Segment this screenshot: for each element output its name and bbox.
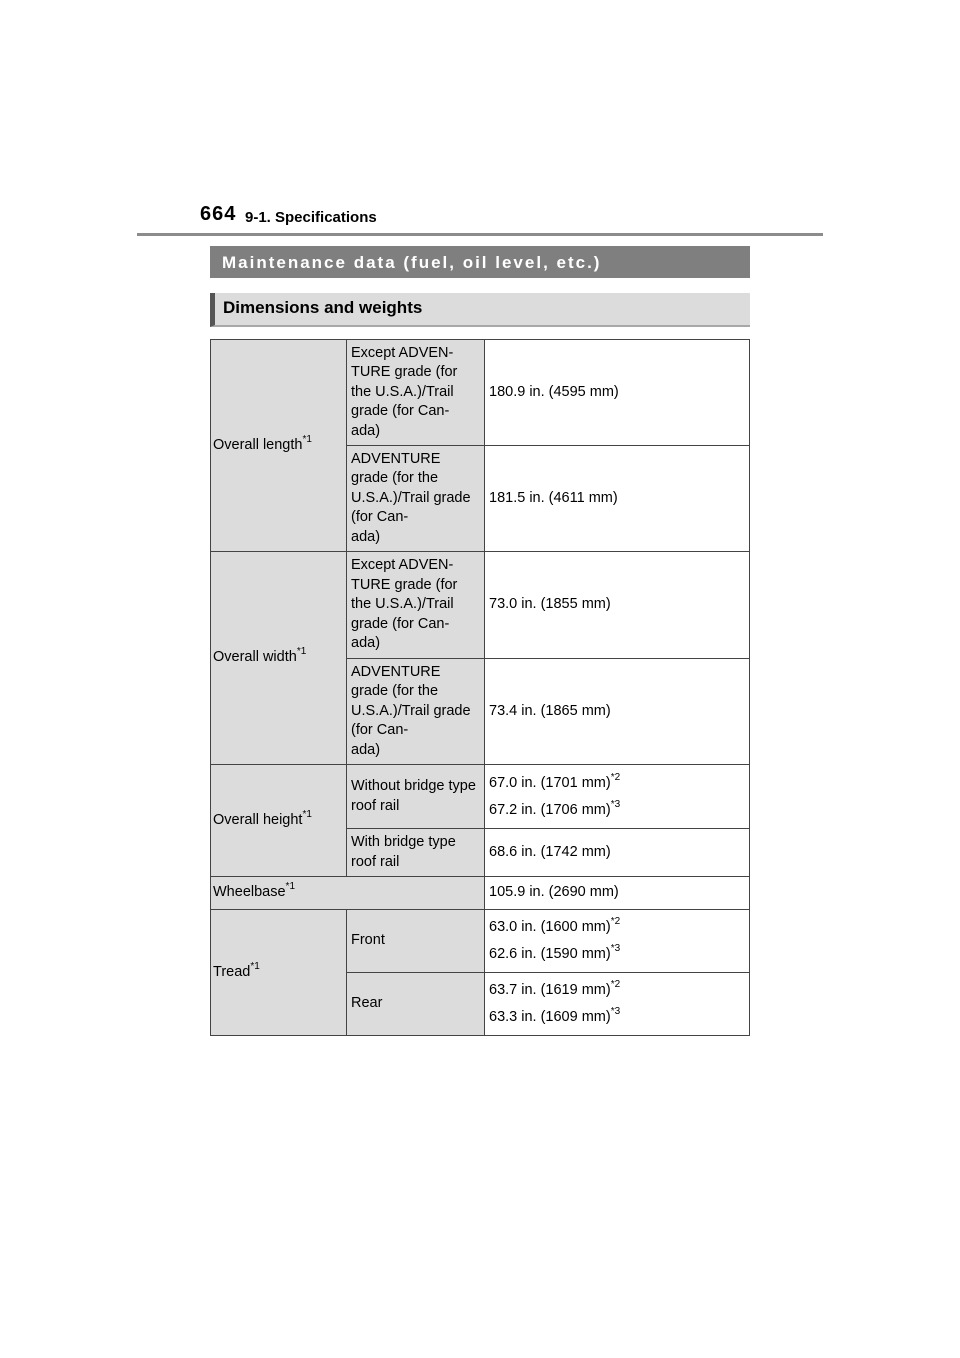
subheading: Dimensions and weights bbox=[210, 293, 750, 327]
table-row bbox=[211, 877, 750, 910]
value-cell: 73.4 in. (1865 mm) bbox=[485, 659, 750, 765]
condition-cell: Without bridge type roof rail bbox=[347, 765, 485, 829]
value-cell: 105.9 in. (2690 mm) bbox=[485, 877, 750, 910]
condition-cell: ADVENTURE grade (for the U.S.A.)/Trail grade (for Can- ada) bbox=[347, 446, 485, 552]
table-row bbox=[211, 340, 750, 446]
condition-cell: Rear bbox=[347, 973, 485, 1036]
value-cell: 68.6 in. (1742 mm) bbox=[485, 829, 750, 877]
condition-cell: With bridge type roof rail bbox=[347, 829, 485, 877]
page-number: 664 bbox=[200, 203, 237, 225]
table-row bbox=[211, 910, 750, 973]
value-cell: 181.5 in. (4611 mm) bbox=[485, 446, 750, 552]
value-cell: 63.0 in. (1600 mm)$^{*2}$ 62.6 in. (1590 mm)$^{*3}$ bbox=[485, 910, 750, 973]
row-label-overall-height: Overall height$^{*1}$ bbox=[211, 765, 347, 877]
dimensions-table bbox=[210, 339, 750, 1036]
condition-cell: Except ADVEN- TURE grade (for the U.S.A.)/Trail grade (for Can- ada) bbox=[347, 552, 485, 659]
condition-cell: Except ADVEN- TURE grade (for the U.S.A.)/Trail grade (for Can- ada) bbox=[347, 340, 485, 446]
section-banner: Maintenance data (fuel, oil level, etc.) bbox=[210, 246, 750, 278]
value-cell: 67.0 in. (1701 mm)$^{*2}$ 67.2 in. (1706 mm)$^{*3}$ bbox=[485, 765, 750, 829]
row-label-overall-length: Overall length$^{*1}$ bbox=[211, 340, 347, 552]
table-row bbox=[211, 552, 750, 659]
row-label-overall-width: Overall width$^{*1}$ bbox=[211, 552, 347, 765]
row-label-wheelbase: Wheelbase$^{*1}$ bbox=[211, 877, 485, 910]
value-cell: 180.9 in. (4595 mm) bbox=[485, 340, 750, 446]
condition-cell: ADVENTURE grade (for the U.S.A.)/Trail grade (for Can- ada) bbox=[347, 659, 485, 765]
row-label-tread: Tread$^{*1}$ bbox=[211, 910, 347, 1036]
table-row bbox=[211, 765, 750, 829]
value-cell: 63.7 in. (1619 mm)$^{*2}$ 63.3 in. (1609 mm)$^{*3}$ bbox=[485, 973, 750, 1036]
header-rule bbox=[137, 233, 823, 236]
value-cell: 73.0 in. (1855 mm) bbox=[485, 552, 750, 659]
section-title: 9-1. Specifications bbox=[245, 209, 377, 226]
condition-cell: Front bbox=[347, 910, 485, 973]
